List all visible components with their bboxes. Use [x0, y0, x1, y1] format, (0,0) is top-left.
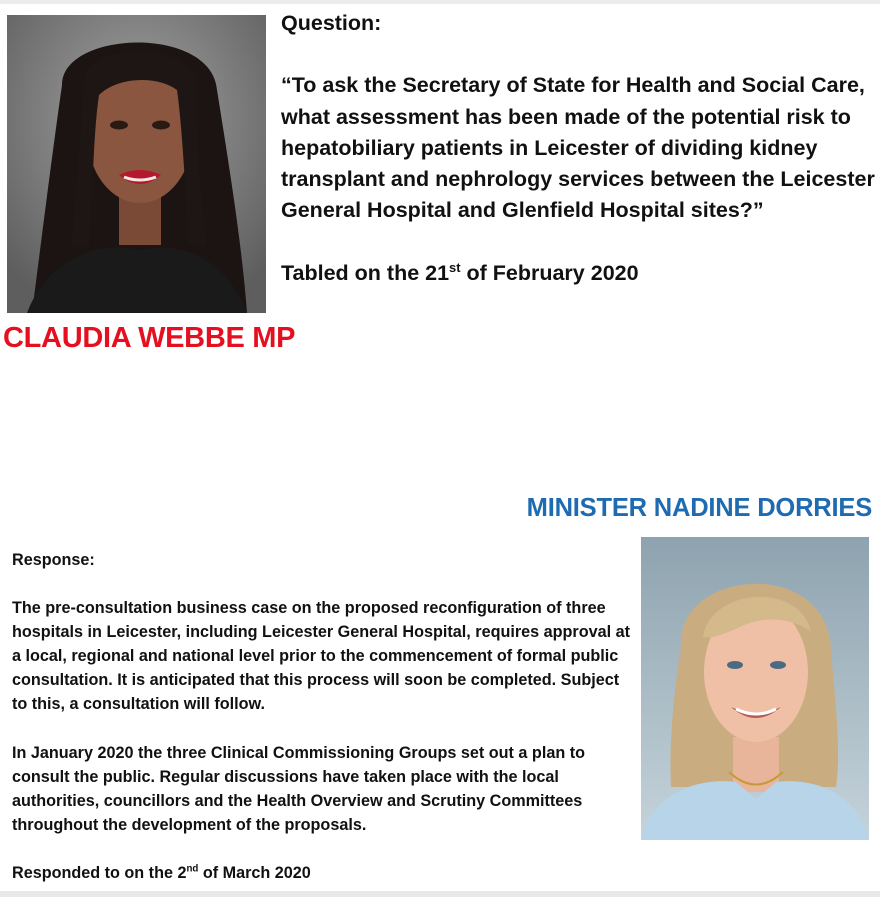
minister-portrait-photo [641, 537, 869, 840]
tabled-date [281, 258, 876, 289]
response-paragraph-1: The pre-consultation business case on the proposed reconfiguration of three hospitals in Leicester, including Leicester General Hospital, requires approval at a local, regional and national level prior to the commencement of formal public consultation. It is anticipated that this process will soon be completed. Subject to this, a consultation will follow. [12, 599, 631, 714]
response-block [12, 548, 637, 885]
mp-portrait-illustration [7, 15, 266, 313]
minister-name: MINISTER NADINE DORRIES [526, 494, 872, 522]
response-paragraph-2: In January 2020 the three Clinical Commissioning Groups set out a plan to consult the public. Regular discussions have taken place with the local authorities, councillors and the Health Overview and Scrutiny Committees throughout the development of the proposals. [12, 743, 585, 834]
mp-name: CLAUDIA WEBBE MP [3, 322, 296, 354]
mp-portrait-photo [7, 15, 266, 313]
tabled-ordinal: st [449, 259, 461, 275]
responded-prefix: Responded to on the 2 [12, 863, 187, 882]
bottom-border [0, 891, 880, 897]
tabled-prefix: Tabled on the 21 [281, 260, 450, 285]
top-border [0, 0, 880, 4]
question-label: Question: [281, 11, 382, 35]
minister-portrait-illustration [641, 537, 869, 840]
responded-suffix: of March 2020 [198, 863, 311, 882]
tabled-suffix: of February 2020 [460, 260, 639, 285]
question-block [281, 8, 876, 289]
response-label: Response: [12, 551, 95, 569]
question-text: “To ask the Secretary of State for Health and Social Care, what assessment has been made of the potential risk to hepatobiliary patients in Leicester of dividing kidney transplant and nephrology services between the Leicester General Hospital and Glenfield Hospital sites?” [281, 73, 875, 223]
responded-ordinal: nd [186, 863, 199, 875]
responded-date [12, 861, 637, 885]
